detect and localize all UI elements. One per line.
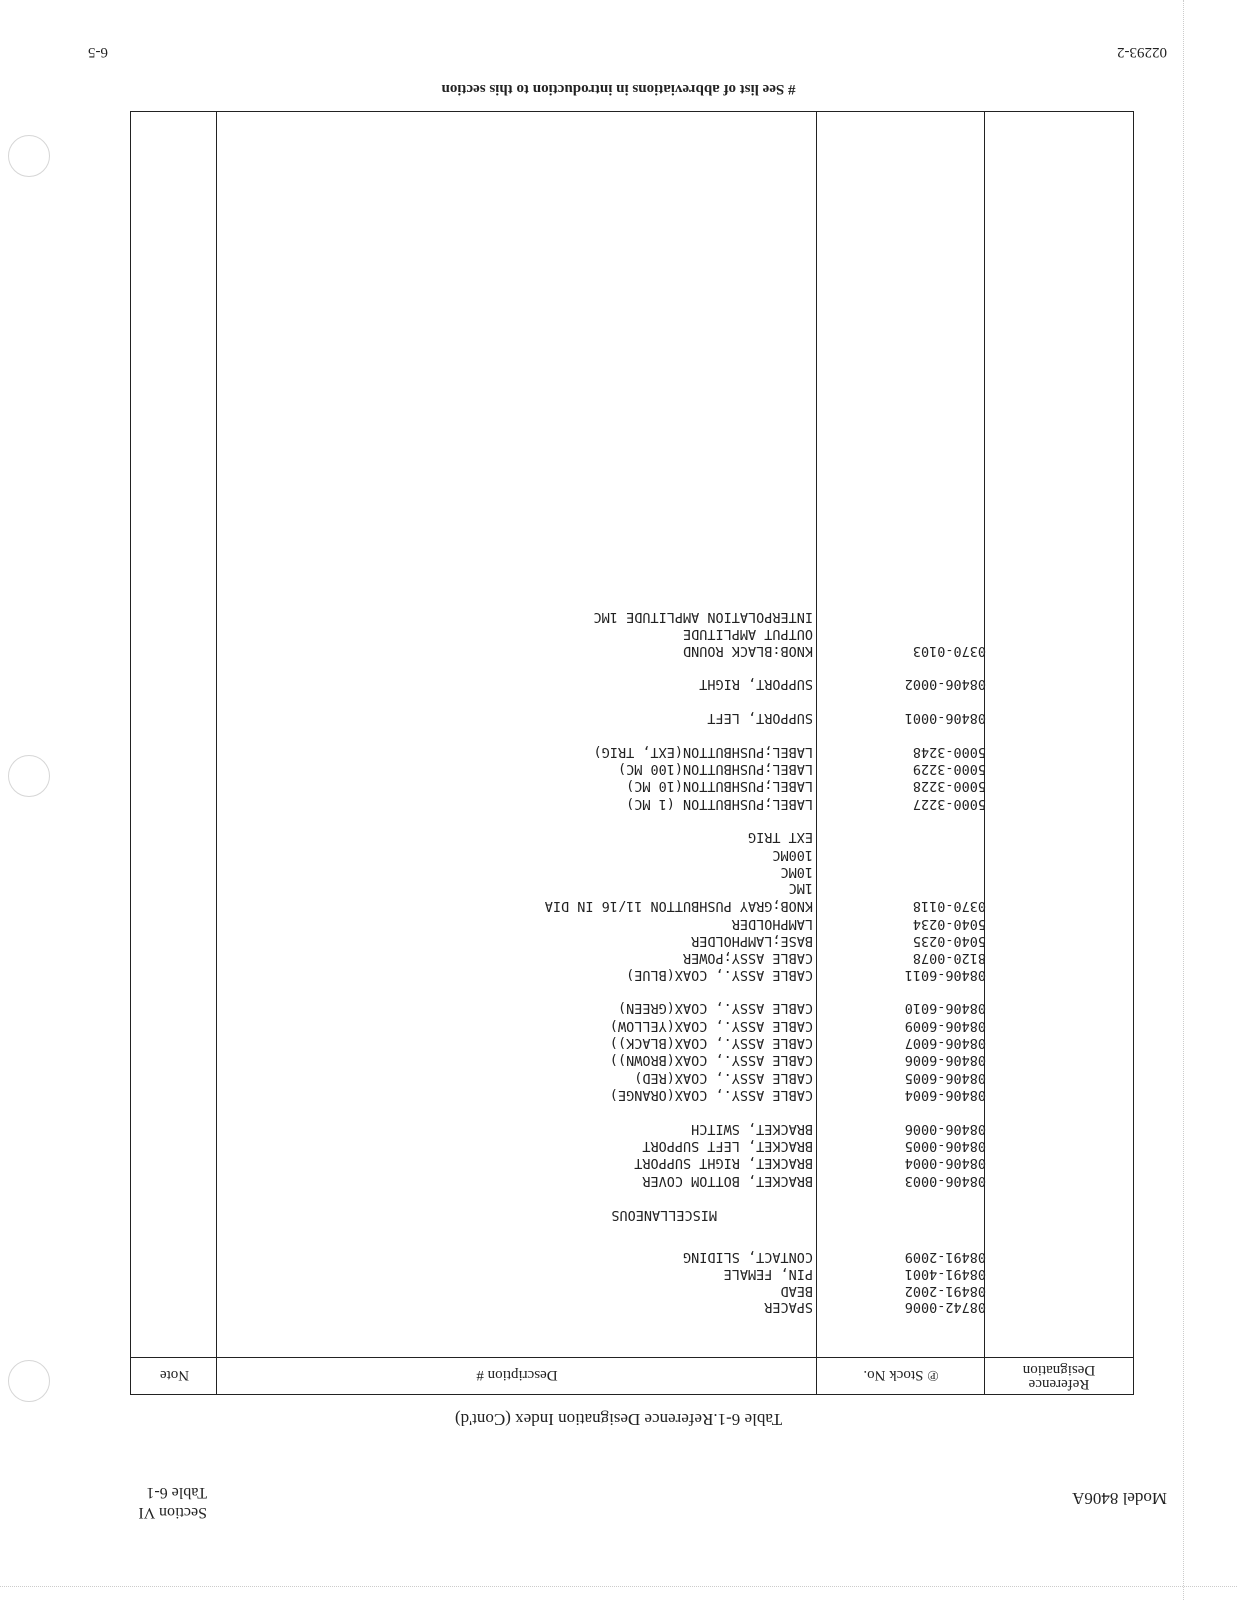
description-cell: CABLE ASSY., COAX(YELLOW) [609, 1018, 813, 1034]
description-cell: CABLE ASSY., COAX(GREEN) [617, 1000, 813, 1016]
column-header-reference-designation [985, 1363, 1133, 1391]
stock-number-cell: 08406-0001 [904, 710, 986, 726]
description-cell: CABLE ASSY., COAX(BLUE) [626, 967, 813, 983]
stock-number-cell: 08406-6009 [904, 1018, 986, 1034]
stock-number-cell: 0370-0103 [912, 643, 986, 659]
column-divider [816, 112, 817, 1394]
description-subline: 1MC [788, 880, 813, 896]
stock-number-cell: 08491-2002 [904, 1283, 986, 1299]
binder-edge-line [1183, 0, 1184, 1600]
description-cell: BRACKET, BOTTOM COVER [642, 1173, 813, 1189]
model-header: Model 8406A [1072, 1489, 1167, 1508]
stock-number-cell: 08406-0006 [904, 1121, 986, 1137]
description-cell: SUPPORT, LEFT [707, 710, 813, 726]
description-cell: CABLE ASSY., COAX(BROWN)) [609, 1052, 813, 1068]
description-cell: CABLE ASSY., COAX(ORANGE) [609, 1087, 813, 1103]
description-subline: MISCELLANEOUS [611, 1207, 717, 1223]
description-cell: LABEL;PUSHBUTTON (1 MC) [626, 796, 813, 812]
stock-number-cell: 5000-3248 [912, 744, 986, 760]
header-divider [131, 1357, 1133, 1358]
description-cell: PIN, FEMALE [723, 1266, 813, 1282]
description-subline: INTERPOLATION AMPLITUDE 1MC [593, 609, 813, 625]
stock-number-cell: 5000-3227 [912, 796, 986, 812]
description-cell: KNOB:BLACK ROUND [682, 643, 813, 659]
description-cell: BRACKET, LEFT SUPPORT [642, 1138, 813, 1154]
column-header-stock-no: ℗ Stock No. [863, 1367, 939, 1383]
description-cell: CABLE ASSY., COAX(BLACK)) [609, 1035, 813, 1051]
stock-number-cell: 08742-0006 [904, 1299, 986, 1315]
description-cell: LABEL;PUSHBUTTON(10 MC) [626, 778, 813, 794]
description-subline: EXT TRIG [747, 829, 813, 845]
stock-number-cell: 08406-6007 [904, 1035, 986, 1051]
description-cell: BRACKET, SWITCH [691, 1121, 813, 1137]
description-subline: OUTPUT AMPLITUDE [682, 626, 813, 642]
document-number: 02293-2 [1117, 44, 1167, 60]
description-cell: LABEL;PUSHBUTTON(100 MC) [617, 761, 813, 777]
description-cell: LAMPHOLDER [731, 916, 813, 932]
column-header-line: Designation [1022, 1362, 1096, 1378]
punch-hole-mark [8, 1360, 50, 1402]
description-cell: BEAD [780, 1283, 813, 1299]
column-header-description: Description # [476, 1367, 558, 1383]
description-cell: SUPPORT, RIGHT [699, 676, 813, 692]
stock-number-cell: 0370-0118 [912, 898, 986, 914]
stock-number-cell: 08406-0004 [904, 1155, 986, 1171]
description-cell: BASE;LAMPHOLDER [691, 933, 813, 949]
stock-number-cell: 08406-6005 [904, 1070, 986, 1086]
description-subline: 10MC [780, 864, 813, 880]
stock-number-cell: 08406-6010 [904, 1000, 986, 1016]
scan-edge-dots [0, 1586, 1237, 1587]
stock-number-cell: 5000-3229 [912, 761, 986, 777]
description-cell: SPACER [764, 1299, 813, 1315]
description-cell: CABLE ASSY., COAX(RED) [634, 1070, 813, 1086]
stock-number-cell: 08406-6011 [904, 967, 986, 983]
stock-number-cell: 08491-4001 [904, 1266, 986, 1282]
description-cell: LABEL;PUSHBUTTON(EXT, TRIG) [593, 744, 813, 760]
stock-number-cell: 08406-0005 [904, 1138, 986, 1154]
stock-number-cell: 08406-6004 [904, 1087, 986, 1103]
stock-number-cell: 08406-6006 [904, 1052, 986, 1068]
description-cell: KNOB;GRAY PUSHBUTTON 11/16 IN DIA [544, 898, 813, 914]
page-number: 6-5 [88, 44, 108, 60]
stock-number-cell: 5040-0234 [912, 916, 986, 932]
table-title: Table 6-1.Reference Designation Index (Cont'd) [454, 1410, 783, 1429]
abbreviations-footnote: # See list of abbreviations in introduction to this section [441, 81, 796, 97]
stock-number-cell: 8120-0078 [912, 950, 986, 966]
stock-number-cell: 08406-0002 [904, 676, 986, 692]
stock-number-cell: 5040-0235 [912, 933, 986, 949]
description-cell: CONTACT, SLIDING [682, 1249, 813, 1265]
description-subline: 100MC [772, 847, 813, 863]
section-label: Section VI [138, 1504, 207, 1521]
stock-number-cell: 08491-2009 [904, 1249, 986, 1265]
description-cell: BRACKET, RIGHT SUPPORT [634, 1155, 813, 1171]
column-header-line: Reference [1028, 1376, 1090, 1392]
punch-hole-mark [8, 135, 50, 177]
stock-number-cell: 5000-3228 [912, 778, 986, 794]
description-cell: CABLE ASSY;POWER [682, 950, 813, 966]
punch-hole-mark [8, 755, 50, 797]
column-divider [216, 112, 217, 1394]
column-header-note: Note [159, 1367, 190, 1383]
section-header [138, 1482, 207, 1522]
table-ref-label: Table 6-1 [146, 1484, 207, 1501]
stock-number-cell: 08406-0003 [904, 1173, 986, 1189]
